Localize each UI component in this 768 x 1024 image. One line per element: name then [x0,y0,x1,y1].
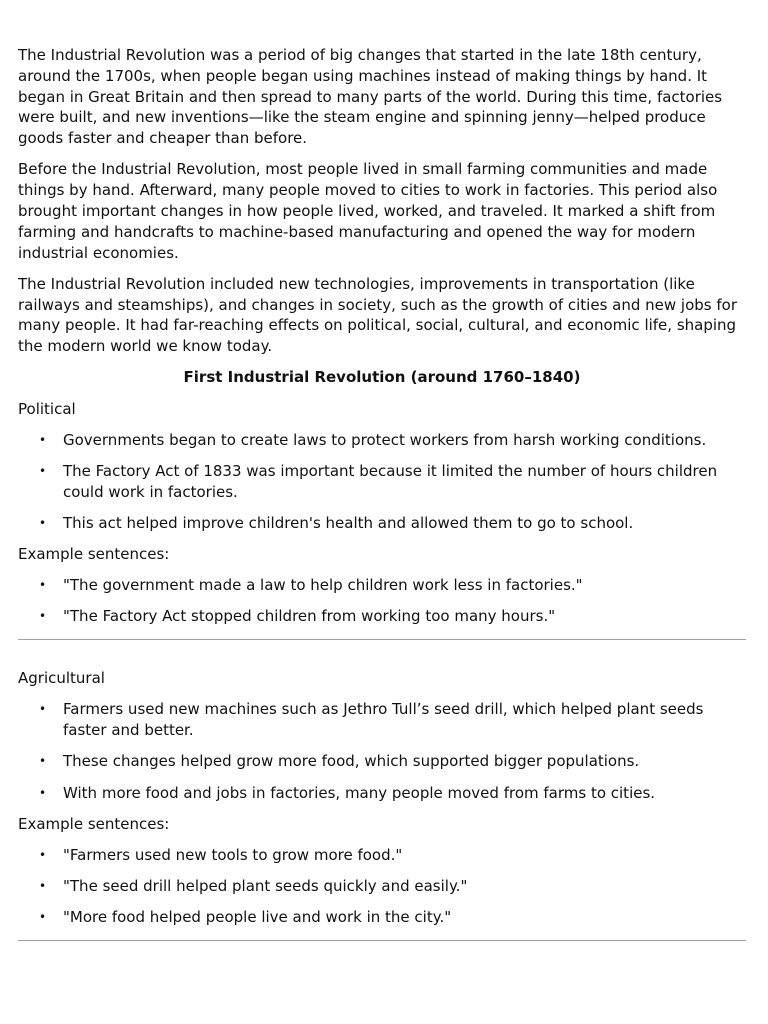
example-item: • "The government made a law to help children work less in factories." [63,575,746,596]
section-divider [18,940,746,941]
political-section [18,399,746,641]
example-item: • "More food helped people live and work in the city." [63,907,746,928]
example-item: • "The Factory Act stopped children from working too many hours." [63,606,746,627]
intro-paragraph: The Industrial Revolution was a period of big changes that started in the late 18th century, around the 1700s, when people began using machines instead of making things by hand. It began in Great Britain and then spread to many parts of the world. During this time, factories were built, and new inventions—like the steam engine and spinning jenny—helped produce goods faster and cheaper than before. [18,46,723,148]
list-item: • With more food and jobs in factories, many people moved from farms to cities. [63,783,746,804]
example-item: • "Farmers used new tools to grow more food." [63,845,746,866]
intro-paragraph: The Industrial Revolution included new technologies, improvements in transportation (like railways and steamships), and changes in society, such as the growth of cities and new jobs for many people. It had far-reaching effects on political, social, cultural, and economic life, shaping the modern world we know today. [18,274,737,356]
list-item: • The Factory Act of 1833 was important because it limited the number of hours children could work in factories. [63,461,746,503]
list-item: • Farmers used new machines such as Jethro Tull’s seed drill, which helped plant seeds faster and better. [63,699,746,741]
list-item: • These changes helped grow more food, which supported bigger populations. [63,751,746,772]
section-label: Agricultural [18,669,105,688]
example-item: • "The seed drill helped plant seeds quickly and easily." [63,876,746,897]
section-heading: First Industrial Revolution (around 1760–1840) [183,368,581,387]
example-list [18,845,746,928]
examples-label: Example sentences: [18,545,170,564]
bullet-list [18,430,746,534]
intro-paragraph: Before the Industrial Revolution, most people lived in small farming communities and made things by hand. Afterward, many people moved to cities to work in factories. This period also brought important changes in how people lived, worked, and traveled. It marked a shift from farming and handcrafts to machine-based manufacturing and opened the way for modern industrial economies. [18,160,718,262]
list-item: • Governments began to create laws to protect workers from harsh working conditions. [63,430,746,451]
examples-label: Example sentences: [18,814,170,833]
example-list [18,575,746,627]
agricultural-section [18,668,746,941]
section-label: Political [18,399,76,418]
list-item: • This act helped improve children's health and allowed them to go to school. [63,513,746,534]
bullet-list [18,699,746,803]
section-spacer [18,640,746,668]
